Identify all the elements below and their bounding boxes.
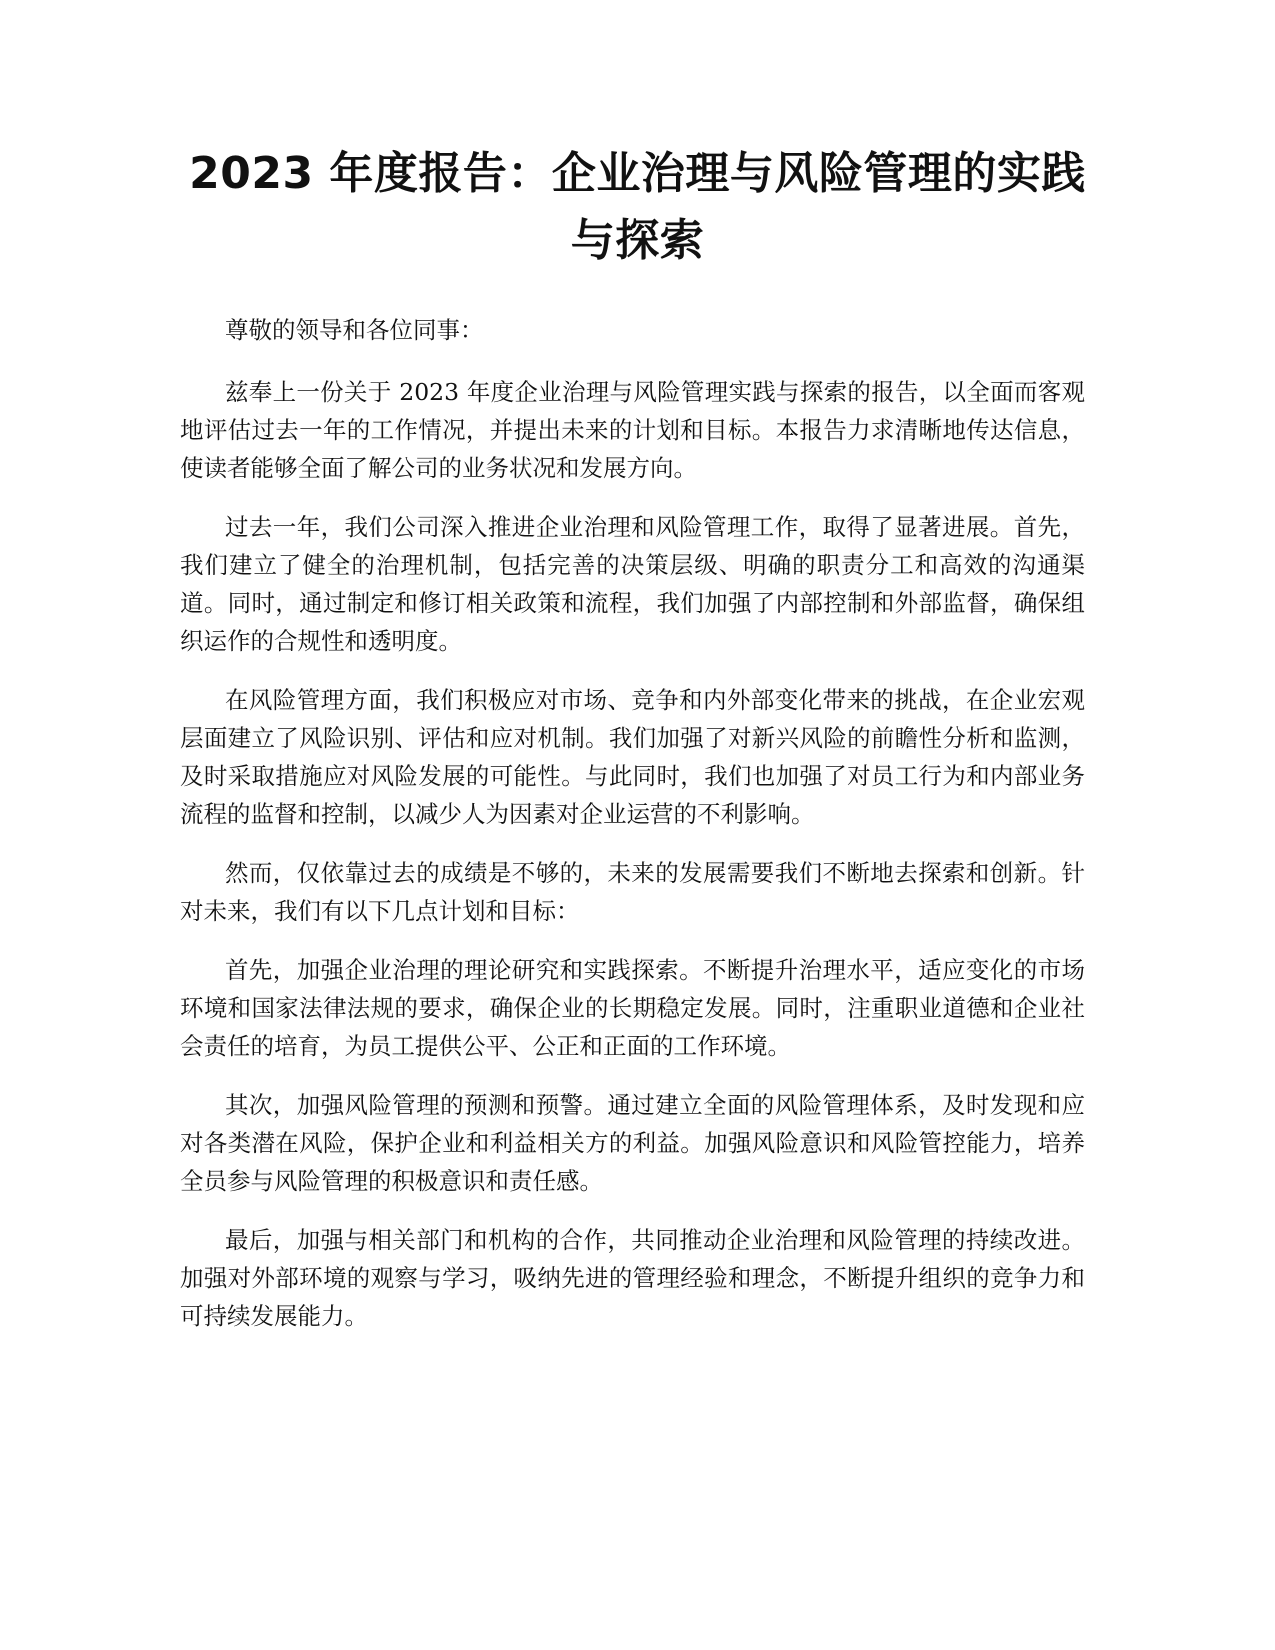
paragraph-plan-risk: 其次，加强风险管理的预测和预警。通过建立全面的风险管理体系，及时发现和应对各类潜在风险，保护企业和利益相关方的利益。加强风险意识和风险管控能力，培养全员参与风险管理的积极意识和责任感。 xyxy=(180,1091,1085,1195)
paragraph-past-year: 过去一年，我们公司深入推进企业治理和风险管理工作，取得了显著进展。首先，我们建立了健全的治理机制，包括完善的决策层级、明确的职责分工和高效的沟通渠道。同时，通过制定和修订相关政策和流程，我们加强了内部控制和外部监督，确保组织运作的合规性和透明度。 xyxy=(180,513,1085,655)
paragraph-future-intro: 然而，仅依靠过去的成绩是不够的，未来的发展需要我们不断地去探索和创新。针对未来，我们有以下几点计划和目标： xyxy=(180,859,1085,925)
paragraph-intro: 兹奉上一份关于 2023 年度企业治理与风险管理实践与探索的报告，以全面而客观地评估过去一年的工作情况，并提出未来的计划和目标。本报告力求清晰地传达信息，使读者能够全面了解公司的业务状况和发展方向。 xyxy=(180,378,1085,482)
paragraph-plan-cooperation: 最后，加强与相关部门和机构的合作，共同推动企业治理和风险管理的持续改进。加强对外部环境的观察与学习，吸纳先进的管理经验和理念，不断提升组织的竞争力和可持续发展能力。 xyxy=(180,1226,1085,1330)
document-title: 2023 年度报告：企业治理与风险管理的实践与探索 xyxy=(189,148,1086,266)
paragraph-plan-governance: 首先，加强企业治理的理论研究和实践探索。不断提升治理水平，适应变化的市场环境和国家法律法规的要求，确保企业的长期稳定发展。同时，注重职业道德和企业社会责任的培育，为员工提供公平、公正和正面的工作环境。 xyxy=(180,956,1085,1060)
document-body xyxy=(180,311,1085,1356)
paragraph-risk-management: 在风险管理方面，我们积极应对市场、竞争和内外部变化带来的挑战，在企业宏观层面建立了风险识别、评估和应对机制。我们加强了对新兴风险的前瞻性分析和监测，及时采取措施应对风险发展的可能性。与此同时，我们也加强了对员工行为和内部业务流程的监督和控制，以减少人为因素对企业运营的不利影响。 xyxy=(180,686,1085,828)
salutation: 尊敬的领导和各位同事： xyxy=(225,316,484,344)
